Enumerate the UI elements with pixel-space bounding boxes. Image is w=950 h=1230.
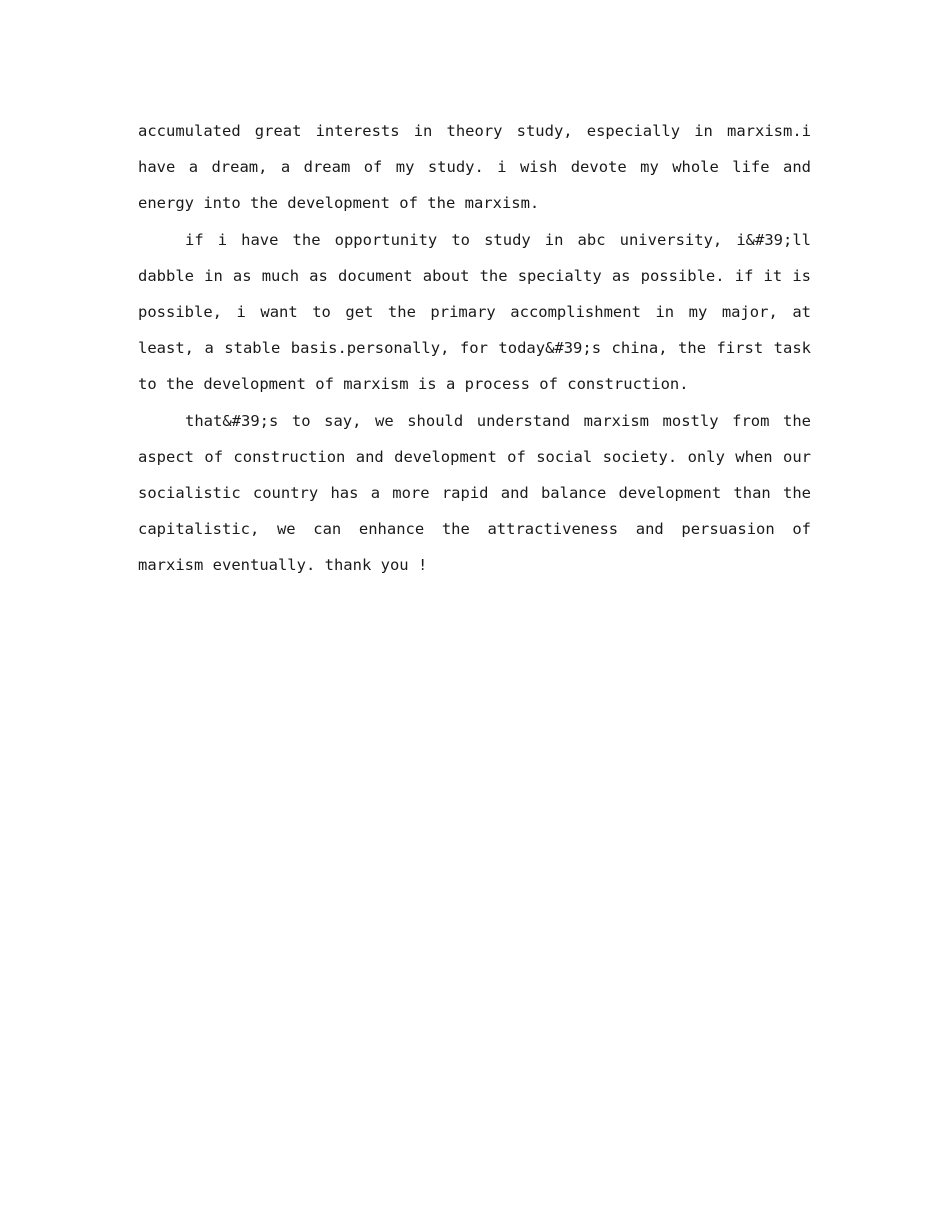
paragraph-3: that&#39;s to say, we should understand marxism mostly from the aspect of construction and development of social society. only when our socialistic country has a more rapid and balance development than the capitalistic, we can enhance the attractiveness and persuasion of marxism eventually. thank you ! [138, 411, 811, 575]
document-body [138, 113, 811, 584]
paragraph-2: if i have the opportunity to study in abc university, i&#39;ll dabble in as much as document about the specialty as possible. if it is possible, i want to get the primary accomplishment in my major, at least, a stable basis.personally, for today&#39;s china, the first task to the development of marxism is a process of construction. [138, 230, 811, 394]
paragraph-1: accumulated great interests in theory study, especially in marxism.i have a dream, a dream of my study. i wish devote my whole life and energy into the development of the marxism. [138, 122, 811, 213]
